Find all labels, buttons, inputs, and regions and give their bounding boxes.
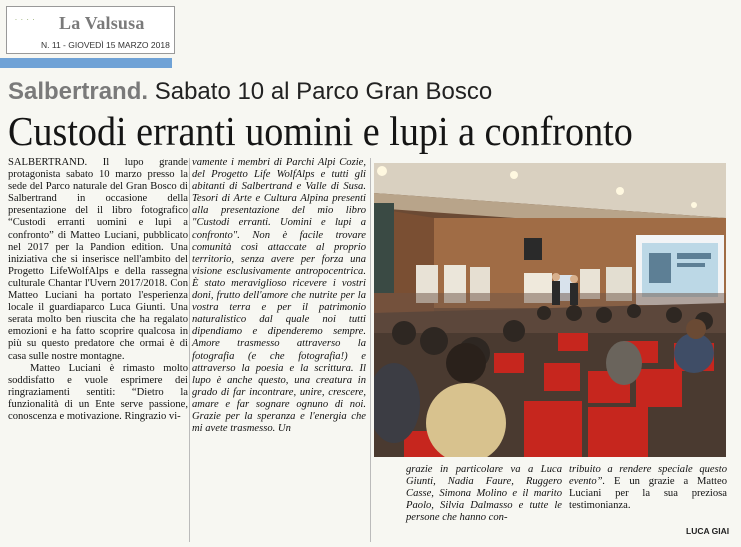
column-divider — [370, 158, 371, 542]
kicker — [8, 78, 492, 106]
paragraph: SALBERTRAND. Il lupo grande protagonista sabato 10 marzo presso la sede del Parco naturale del Gran Bosco di Salbertrand in occasione della presentazione del il libro fotografico “Custodi erranti uomini e lupi a confronto” di Matteo Luciani, pubblicato nel 2017 per la Pandion edition. Una iniziativa che si inserisce nell'ambito del Progetto LifeWolfAlps e della rassegna culturale Chantar l'Uvern 2017/2018. Con Matteo Luciani ha portato l'esperienza locale il guardiaparco Luca Giunti. Una serata molto ben riuscita che ha regalato emozioni e ha fatto scoprire qualcosa in più su questo predatore che ormai è di casa sulle nostre montagne. — [8, 157, 188, 362]
closing-text: E un grazie a Matteo Luciani per la sua preziosa testimonianza. — [569, 476, 727, 512]
kicker-place: Salbertrand. — [8, 78, 149, 105]
issue-line: N. 11 - GIOVEDÌ 15 MARZO 2018 — [41, 40, 170, 50]
column-divider — [189, 158, 190, 542]
author-byline: LUCA GIAI — [686, 526, 730, 536]
event-photo — [374, 163, 726, 457]
header-color-band — [0, 58, 172, 68]
masthead — [6, 6, 175, 54]
publication-name: La Valsusa — [59, 13, 145, 33]
article-headline: Custodi erranti uomini e lupi a confronto — [8, 108, 633, 154]
article-column-4 — [569, 464, 727, 512]
kicker-text: Sabato 10 al Parco Gran Bosco — [154, 78, 493, 105]
article-column-3 — [406, 464, 562, 524]
paragraph: grazie in particolare va a Luca Giunti, Nadia Faure, Ruggero Casse, Simona Molino e il marito Paolo, Silvia Dalmasso e tutte le persone che hanno con- — [406, 464, 562, 524]
paragraph: vamente i membri di Parchi Alpi Cozie, del Progetto Life WolfAlps e tutti gli abitanti di Salbertrand e Valle di Susa. Tesori di Arte e Cultura Alpina presenti alla presentazione del mio libro "Custodi erranti. Uomini e lupi a confronto". Non è facile trovare comunità così attaccate al proprio territorio, senza avere per forza una visione esclusivamente antropocentrica. È stato meraviglioso ricevere i vostri doni, frutto dell'amore che nutrite per la vostra terra e per il patrimonio naturalistico dal quale noi tutti dipendiamo e dipenderemo sempre. Amore trasmesso attraverso la fotografia (e che fotografia!) e attraverso la poesia e la scrittura. Il lupo è anche questo, una creatura in grado di far incontrare, unire, crescere, amare e far sognare ognuno di noi. Grazie per la speranza e l'energia che mi avete trasmesso. Un — [192, 157, 366, 435]
article-column-2 — [192, 157, 366, 435]
quote-end: tribuito a rendere speciale questo evento”. — [569, 464, 727, 488]
paragraph: Matteo Luciani è rimasto molto soddisfatto e vuole esprimere dei ringraziamenti sentiti: “Dietro la funzionalità di un Ente serve passione, conoscenza e motivazione. Ringrazio vi- — [8, 362, 188, 422]
article-column-1 — [8, 157, 188, 423]
paragraph — [569, 464, 727, 512]
masthead-dots: . . . . — [15, 15, 36, 22]
